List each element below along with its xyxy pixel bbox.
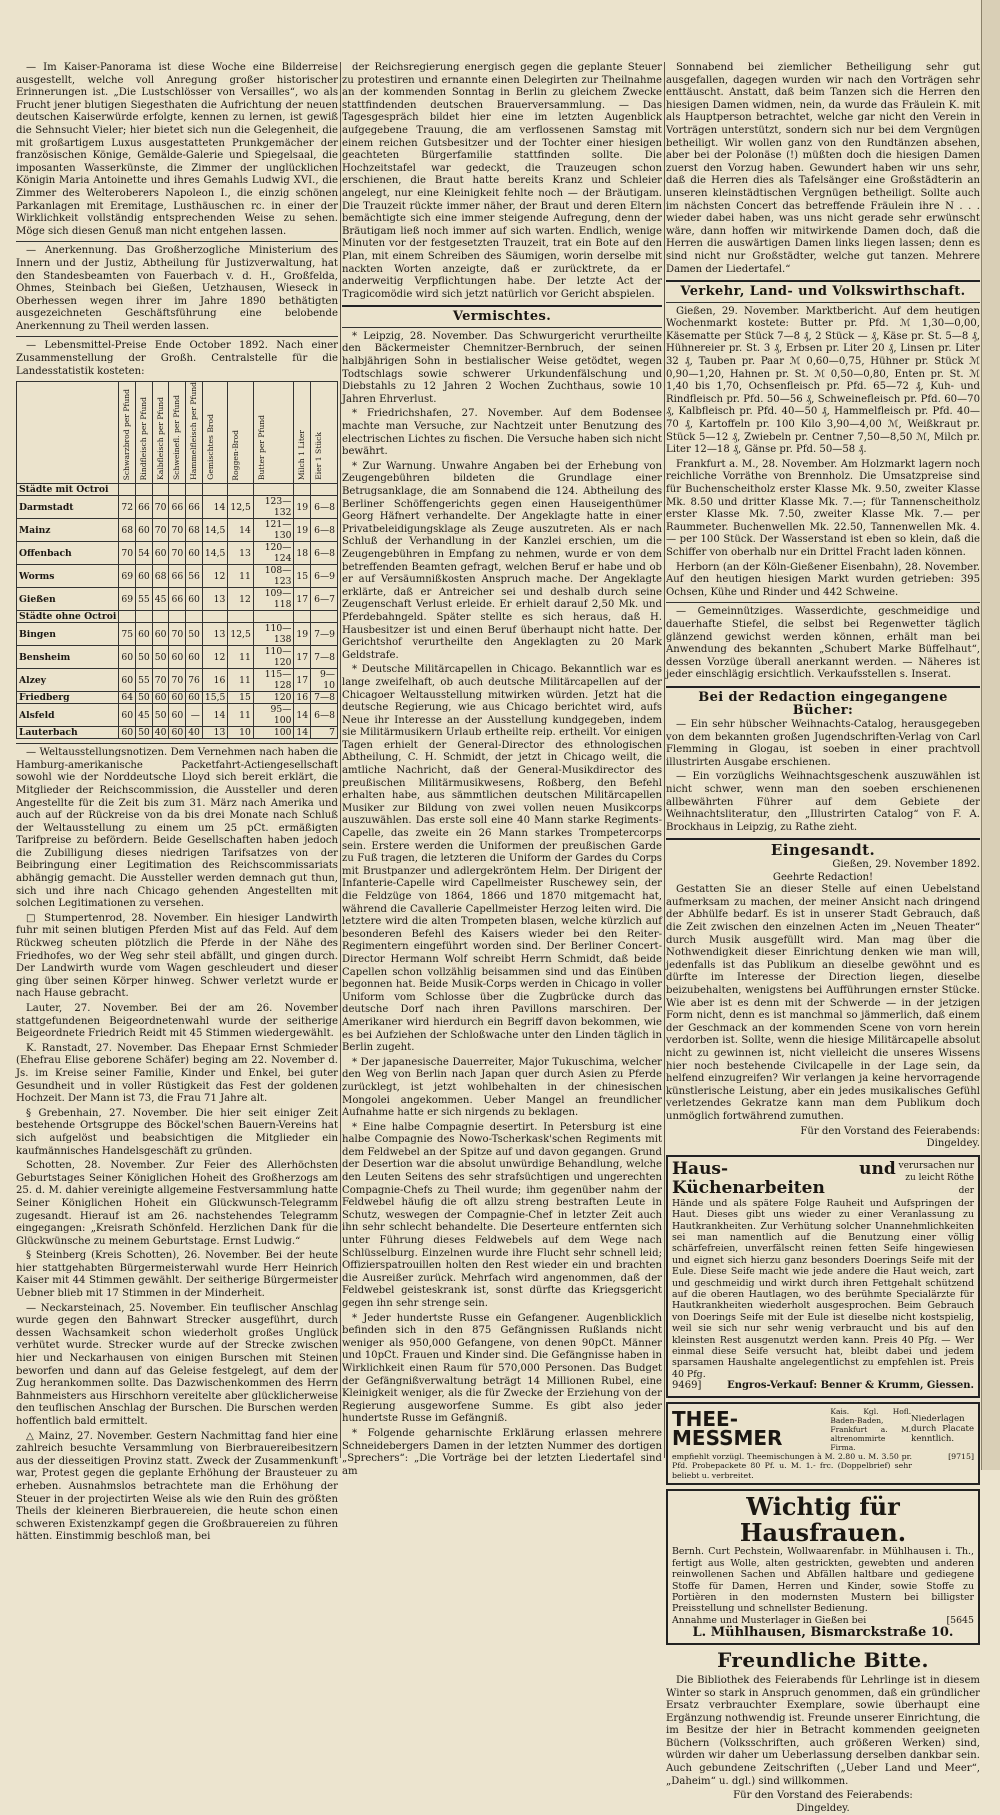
price-cell: 14 bbox=[228, 519, 253, 542]
table-row bbox=[17, 704, 338, 727]
ad-footer bbox=[672, 1452, 974, 1481]
price-cell: 13 bbox=[202, 727, 227, 739]
price-cell: 109—118 bbox=[253, 588, 294, 611]
price-cell: 60 bbox=[119, 704, 136, 727]
price-cell: 11 bbox=[228, 704, 253, 727]
price-cell-empty bbox=[119, 611, 136, 623]
divider bbox=[666, 280, 980, 282]
article-lauter: Lauter, 27. November. Bei der am 26. November stattgefundenen Beigeordnetenwahl wurde der seitherige Beigeordnete Friedrich Reidt mit 45 Stimmen wiedergewählt. bbox=[16, 1003, 338, 1040]
table-row bbox=[17, 669, 338, 692]
divider bbox=[666, 302, 980, 303]
price-cell-empty bbox=[311, 484, 338, 496]
price-cell-empty bbox=[202, 611, 227, 623]
price-cell: 11 bbox=[228, 565, 253, 588]
price-cell: 11 bbox=[228, 646, 253, 669]
ad-header bbox=[672, 1160, 974, 1198]
price-cell: 60 bbox=[136, 565, 153, 588]
divider bbox=[666, 686, 980, 688]
price-cell: 10 bbox=[228, 727, 253, 739]
section-heading-freundliche-bitte: Freundliche Bitte. bbox=[717, 1647, 929, 1672]
price-cell: 70 bbox=[119, 542, 136, 565]
price-cell: 19 bbox=[294, 519, 311, 542]
ad-small: empfiehlt vorzügl. Theemischungen à M. 2.80 u. M. 3.50 pr. Pfd. Probepackete 80 Pf. u. M. 1.- frc. (Doppelbrief) sehr beliebt u. verbreitet. bbox=[672, 1451, 912, 1480]
price-cell: 66 bbox=[169, 588, 186, 611]
price-cell: 70 bbox=[169, 669, 186, 692]
price-col-header: Milch 1 Liter bbox=[294, 382, 311, 484]
price-cell: 123—132 bbox=[253, 496, 294, 519]
article-militaercapellen: * Deutsche Militärcapellen in Chicago. Bekanntlich war es lange zweifelhaft, ob auch deutsche Militärcapellen auf der Chicagoer Weltausstellung mitwirken würden. Jetzt hat die deutsche Regierung, wie aus Chicago berichtet wird, aufs Neue ihr Interesse an der Ausstellung kundgegeben, indem sie Militärmusikern Urlaub ertheilte reip. ertheilt. Vor einigen Tagen erhielt der General-Director des ethnologischen Abtheilung, C. H. Schmidt, der jetzt in Chicago weilt, die amtliche Nachricht, daß der General-Musikdirector des preußischen Militärmusikwesens, Roßberg, den Befehl erhalten habe, aus sämmtlichen deutschen Militärcapellen Musiker zur Bildung von zwei vollen neuen Musikcorps auszuwählen. Das erste soll eine 40 Mann starke Regiments-Capelle, das zweite ein 26 Mann starkes Trompetercorps sein. Erstere werden die Uniformen der preußischen Garde zu Fuß tragen, die letzteren die Uniform der Gardes du Corps mit Brustpanzer und adlergekröntem Helm. Der Dirigent der Infanterie-Capelle wird Capellmeister Ruschewey sein, der die Feldzüge von 1864, 1866 und 1870 mitgemacht hat, während die Cavallerie Capellmeister Herzog leiten wird. Die letztere wird die alten Trompeten blasen, welche kürzlich auf besonderen Befehl des Kaisers wieder bei den Reiter-Regimentern eingeführt worden sind. Der Berliner Concert-Director Hermann Wolf schreibt Herrn Schmidt, daß beide Capellen schon vollzählig beisammen sind und das Einüben begonnen hat. Beide Musik-Corps werden in Chicago in voller Uniform vom Schlosse über die Zugbrücke durch das deutsche Dorf nach ihren Pavillons marschiren. Der Amerikaner wird hierdurch ein Begriff davon bekommen, wie es bei Aufziehen der Schloßwache unter den Linden täglich in Berlin zugeht. bbox=[342, 664, 662, 1054]
price-cell: 60 bbox=[119, 669, 136, 692]
price-col-header: Eier 1 Stück bbox=[311, 382, 338, 484]
price-cell: 60 bbox=[169, 646, 186, 669]
article-friedrichshafen: * Friedrichshafen, 27. November. Auf dem Bodensee machte man Versuche, zur Nachtzeit unter Benutzung des electrischen Lichtes zu fischen. Die Versuche haben sich nicht bewährt. bbox=[342, 408, 662, 458]
price-cell: 50 bbox=[152, 646, 169, 669]
section-heading-buecher: Bei der Redaction eingegangene Bücher: bbox=[698, 689, 948, 718]
article-grebenhain: § Grebenhain, 27. November. Die hier seit einiger Zeit bestehende Ortsgruppe des Böckel'schen Bauern-Vereins hat sich aufgelöst und beabsichtigen die Mitglieder ein kaufmännisches Handelsgeschäft zu gründen. bbox=[16, 1107, 338, 1157]
article-warnung: * Zur Warnung. Unwahre Angaben bei der Erhebung von Zeugengebühren bildeten die Grundlage einer Betrugsanklage, die am Sonnabend die 124. Abtheilung des Berliner Schöffengerichts gegen einen Hauseigenthümer Georg Häfnert verhandelte. Der Angeklagte hatte in einer Privatbeleidigungsklage als Zeuge auszutreten. Als er nach Schluß der Verhandlung in der Kanzlei erschien, um die Zeugengebühren in Empfang zu nehmen, wurde er von dem betreffenden Beamten gefragt, welchen Beruf er habe und ob er auf Versäumnißkosten Anspruch mache. Der Angeklagte erklärte, daß er Antreicher sei und deshalb durch seine Zeugenschaft Verlust erleide. Er erhielt darauf 2,50 Mk. und Pferdebahngeld. Später stellte es sich heraus, daß H. Hausbesitzer ist und einen Beruf überhaupt nicht hatte. Der Gerichtshof verurtheilte den Angeklagten zu 20 Mark Geldstrafe. bbox=[342, 460, 662, 661]
column-2 bbox=[342, 62, 662, 1477]
price-cell: — bbox=[186, 704, 203, 727]
article-mainz-cont: der Reichsregierung energisch gegen die geplante Steuer zu protestiren und ernannte einen Delegirten zur Theilnahme an der kommenden Sonntag in Berlin zu gleichem Zwecke stattfindenden deutschen Brauerversammlung. — Das Tagesgespräch bildet hier eine im letzten Augenblick aufgegebene Trauung, die am verflossenen Samstag mit einem reichen Gutsbesitzer und der Tochter einer hiesigen geachteten Bürgerfamilie stattfinden sollte. Die Hochzeitstafel war gedeckt, die Trauzeugen schon erschienen, die Braut hatte bereits Kranz und Schleier angelegt, nur eine Kleinigkeit fehlte noch — der Bräutigam. Die Trauzeit rückte immer näher, der Braut und deren Eltern bemächtigte sich eine immer steigende Aufregung, denn der Bräutigam ließ noch immer auf sich warten. Endlich, wenige Minuten vor der festgesetzten Trauzeit, trat ein Bote auf den Plan, mit einem Schreiben des Säumigen, worin derselbe mit nackten Worten anzeigte, daß er zurücktrete, da er anderweitig Verpflichtungen habe. Der letzte Act der Tragicomödie wird sich jetzt natürlich vor Gericht abspielen. bbox=[342, 62, 662, 300]
price-cell: 70 bbox=[152, 496, 169, 519]
section-heading-vermischtes: Vermischtes. bbox=[452, 309, 552, 325]
section-heading-verkehr: Verkehr, Land- und Volkswirthschaft. bbox=[680, 284, 966, 300]
price-cell: 16 bbox=[294, 692, 311, 704]
price-cell-empty bbox=[253, 484, 294, 496]
table-row bbox=[17, 727, 338, 739]
price-cell: 60 bbox=[186, 646, 203, 669]
letter-signature: Dingeldey. bbox=[926, 1138, 980, 1150]
price-cell: 64 bbox=[119, 692, 136, 704]
price-cell: 6—8 bbox=[311, 542, 338, 565]
price-cell: 72 bbox=[119, 496, 136, 519]
table-row bbox=[17, 542, 338, 565]
price-cell: 110—138 bbox=[253, 623, 294, 646]
price-cell: 45 bbox=[136, 704, 153, 727]
article-erklaerung: * Folgende geharnischte Erklärung erlassen mehrere Schneidebergers Damen in der letzten Nummer des dortigen „Sprechers“: „Die Vorträge bei der letzten Liedertafel sind am bbox=[342, 1427, 662, 1477]
ad-side: Niederlagen durch Placate kenntlich. bbox=[911, 1414, 974, 1445]
price-col-header: Butter per Pfund bbox=[253, 382, 294, 484]
column-rule bbox=[664, 62, 665, 1458]
table-row bbox=[17, 565, 338, 588]
price-cell: 14 bbox=[202, 704, 227, 727]
price-cell: 17 bbox=[294, 669, 311, 692]
dateline: Gießen, 29. November 1892. bbox=[832, 859, 980, 871]
price-cell-empty bbox=[186, 484, 203, 496]
divider bbox=[16, 743, 338, 744]
price-cell: 70 bbox=[169, 519, 186, 542]
article-weltausstellung: — Weltausstellungsnotizen. Dem Vernehmen nach haben die Hamburg-amerikanische Packetfahrt-Actiengesellschaft sowohl wie der Norddeutsche Lloyd sich bereit erklärt, die Mitglieder der Reichscommission, die Aussteller und deren Angestellte für die Zeit bis zum 31. März nach Amerika und auch auf der Rückreise von da bis drei Monate nach Schluß der Weltausstellung zu einem um 25 pCt. ermäßigten Tarifpreise zu befördern. Beide Gesellschaften haben jedoch die Zubilligung dieses niedrigen Tarifsatzes von der Beibringung einer Legitimation des Reichscommissariats abhängig gemacht. Die Aussteller werden demnach gut thun, sich und ihre nach Chicago gehenden Angestellten mit solchen Legitimationen zu versehen. bbox=[16, 747, 338, 910]
article-mainz: △ Mainz, 27. November. Gestern Nachmittag fand hier eine zahlreich besuchte Versammlung von Bierbrauereibesitzern aus der diesseitigen Provinz statt. Zweck der Zusammenkunft war, Protest gegen die geplante Erhöhung der Brausteuer zu erheben. Ausnahmslos betrachtete man die Erhöhung der Steuer in der projectirten Weise als wie den Ruin des größten Theils der kleineren Bierbrauereien, die heute schon einen schweren Existenzkampf gegen die Großbrauereien zu führen hätten. Einstimmig beschloß man, bei bbox=[16, 1430, 338, 1543]
price-cell: 69 bbox=[119, 588, 136, 611]
price-cell: 7 bbox=[311, 727, 338, 739]
divider bbox=[16, 241, 338, 242]
price-cell: 68 bbox=[119, 519, 136, 542]
price-col-header: Roggen-Brod bbox=[228, 382, 253, 484]
ad-vendor: Engros-Verkauf: Benner & Krumm, Giessen. bbox=[727, 1380, 974, 1392]
divider bbox=[666, 838, 980, 840]
price-cell: 100 bbox=[253, 727, 294, 739]
price-cell: 70 bbox=[169, 542, 186, 565]
price-cell-empty bbox=[228, 484, 253, 496]
price-cell: 17 bbox=[294, 588, 311, 611]
table-row bbox=[17, 519, 338, 542]
price-cell: 6—7 bbox=[311, 588, 338, 611]
article-bibliothek: Die Bibliothek des Feierabends für Lehrlinge ist in diesem Winter so stark in Anspruch genommen, daß ein gründlicher Ersatz verbrauchter Exemplare, sowie überhaupt eine Ergänzung nothwendig ist. Freunde unserer Einrichtung, die im Besitze der hier in Betracht kommenden geeigneten Büchern (Volksschriften, auch größeren Werken) sind, würden wir daher um Ueberlassung derselben dankbar sein. Auch gebundene Zeitschriften („Ueber Land und Meer“, „Daheim“ u. dgl.) sind willkommen. bbox=[666, 1674, 980, 1787]
price-cell: 60 bbox=[119, 646, 136, 669]
price-cell: 12,5 bbox=[228, 496, 253, 519]
price-cell: 19 bbox=[294, 623, 311, 646]
ad-number: [9715] bbox=[948, 1451, 974, 1461]
price-cell: 66 bbox=[169, 565, 186, 588]
article-gefangene: * Jeder hundertste Russe ein Gefangener. Augenblicklich befinden sich in den 875 Gefängnissen Rußlands nicht weniger als 950,000 Gefangene, von denen 90pCt. Männer und 10pCt. Frauen und Kinder sind. Die Gefängnisse haben in Wirklichkeit einen Raum für 570,000 Personen. Das Budget der Gefängnißverwaltung beträgt 14 Millionen Rubel, eine Kleinigkeit weniger, als die für Zwecke der Erziehung von der Regierung ausgeworfene Summe. Es gibt also jeder hundertste Russe im Gefängniß. bbox=[342, 1312, 662, 1425]
article-gemeinnuetziges: — Gemeinnütziges. Wasserdichte, geschmeidige und dauerhafte Stiefel, die selbst bei Regenwetter täglich glänzend gewichst werden können, erhält man bei Anwendung des bekannten „Schubert Marke Büffelhaut“, dessen Vorzüge überall anerkannt werden. — Näheres ist jeder einschlägig ersichtlich. Verkaufsstellen s. Inserat. bbox=[666, 606, 980, 681]
ad-footer bbox=[672, 1380, 974, 1393]
price-cell: 95—100 bbox=[253, 704, 294, 727]
section-heading-eingesandt: Eingesandt. bbox=[770, 841, 876, 860]
price-cell: 66 bbox=[169, 496, 186, 519]
price-cell: 115—128 bbox=[253, 669, 294, 692]
article-lebensmittelpreise: — Lebensmittel-Preise Ende October 1892. Nach einer Zusammenstellung der Großh. Centralstelle für die Landesstatistik kosteten: bbox=[16, 340, 338, 377]
article-compagnie: * Eine halbe Compagnie desertirt. In Petersburg ist eine halbe Compagnie des Nowo-Tscherkask'schen Regiments mit dem Feldwebel an der Spitze auf und davon gegangen. Grund der Desertion war die absolut unwürdige Behandlung, welche den Leuten Seitens des sehr strafsüchtigen und ungerechten Compagnie-Chefs zu Theil wurde; ihm gegenüber nahm der Feldwebel häufig die oft allzu streng bestraften Leute in Schutz, weswegen der Compagnie-Chef in letzter Zeit auch ihn sehr schlecht behandelte. Die Deserteure entfernten sich unter Führung dieses Feldwebels auf dem Wege nach Schlüsselburg. Einzelnen wurde ihre Flucht sehr schnell leid; Offizierspatrouillen holten den Rest wieder ein und brachten die Ausreißer zurück. Mehrfach wird angenommen, daß der Feldwebel geisteskrank ist, sonst dürfte das Kriegsgericht gegen ihn sehr strenge sein. bbox=[342, 1121, 662, 1309]
column-rule bbox=[340, 62, 341, 1458]
price-cell: 50 bbox=[136, 727, 153, 739]
ad-body: Bernh. Curt Pechstein, Wollwaarenfabr. in Mühlhausen i. Th., fertigt aus Wolle, alten gestrickten, gewebten und anderen reinwollenen Sachen und Abfällen haltbare und gediegene Stoffe für Damen, Herren und Kinder, sowie Stoffe zu Portièren in den modernsten Mustern bei billigster Preisstellung und schnellster Bedienung. bbox=[672, 1546, 974, 1615]
price-cell: 14 bbox=[202, 496, 227, 519]
price-cell: 60 bbox=[169, 692, 186, 704]
price-cell: 14,5 bbox=[202, 519, 227, 542]
article-anerkennung: — Anerkennung. Das Großherzogliche Ministerium des Innern und der Justiz, Abtheilung für Justizverwaltung, hat den Standesbeamten von Fauerbach v. d. H., Großfelda, Ohmes, Steinbach bei Gießen, Uetzhausen, Wieseck in Oberhessen wegen ihrer im Jahre 1890 bethätigten ausgezeichneten Geschäftsführung eine belobende Anerkennung zu Theil werden lassen. bbox=[16, 245, 338, 332]
price-table-header bbox=[17, 382, 338, 484]
price-cell: 15,5 bbox=[202, 692, 227, 704]
price-cell: 14 bbox=[294, 727, 311, 739]
price-cell-empty bbox=[253, 611, 294, 623]
divider bbox=[16, 336, 338, 337]
price-cell: 18 bbox=[294, 542, 311, 565]
price-cell: 66 bbox=[186, 496, 203, 519]
price-cell: 50 bbox=[152, 704, 169, 727]
price-table-city: Darmstadt bbox=[17, 496, 119, 519]
divider bbox=[342, 305, 662, 307]
price-cell: 9—10 bbox=[311, 669, 338, 692]
price-cell: 60 bbox=[186, 692, 203, 704]
price-table-city: Friedberg bbox=[17, 692, 119, 704]
price-cell: 13 bbox=[228, 542, 253, 565]
price-cell: 76 bbox=[186, 669, 203, 692]
price-table-city: Gießen bbox=[17, 588, 119, 611]
price-cell: 69 bbox=[119, 565, 136, 588]
price-cell-empty bbox=[136, 484, 153, 496]
ad-title: Wichtig für Hausfrauen. bbox=[739, 1492, 907, 1548]
price-cell-empty bbox=[311, 611, 338, 623]
price-cell: 60 bbox=[186, 588, 203, 611]
price-cell-empty bbox=[202, 484, 227, 496]
price-cell-empty bbox=[294, 611, 311, 623]
table-row bbox=[17, 496, 338, 519]
price-col-header: Schweinefl. per Pfund bbox=[169, 382, 186, 484]
bitte-signature: Dingeldey. bbox=[796, 1802, 850, 1814]
price-cell: 75 bbox=[119, 623, 136, 646]
price-table-city: Bingen bbox=[17, 623, 119, 646]
price-table-city: Worms bbox=[17, 565, 119, 588]
price-col-header: Hammelfleisch per Pfund bbox=[186, 382, 203, 484]
price-cell: 110—120 bbox=[253, 646, 294, 669]
article-erklaerung-cont: Sonnabend bei ziemlicher Betheiligung sehr gut ausgefallen, dagegen wurden wir nach den Vorträgen sehr enttäuscht. Anstatt, daß beim Tanzen sich die Herren den hiesigen Damen widmen, nein, da wurde das Fräulein K. mit als Hauptperson betrachtet, welche gar nicht den Verein in Vorträgen unterstützt, sondern sich nur bei dem Vergnügen betheiligt. Wir wollen ganz von den Rundtänzen absehen, aber bei der Polonäse (!) müßten doch die hiesigen Damen zuerst den Vorzug haben. Gewundert haben wir uns sehr, daß die Herren dies als Tafelsänger eine Großstädterin an unseren kleinstädtischen Vergnügen betheiligt. Sollte auch im nächsten Concert das betreffende Fräulein ihre N . . . wieder dabei haben, was uns nicht gerade sehr erwünscht wäre, dann hoffen wir mitwirkende Damen doch, daß die Herren die auswärtigen Damen links liegen lassen; denn es sind nicht nur Großstädter, welche gut tanzen. Mehrere Damen der Liedertafel.“ bbox=[666, 62, 980, 275]
price-cell: 50 bbox=[136, 646, 153, 669]
ad-pechstein bbox=[666, 1489, 980, 1645]
price-cell: 60 bbox=[136, 519, 153, 542]
ad-address: L. Mühlhausen, Bismarckstraße 10. bbox=[692, 1625, 954, 1641]
price-cell: 7—8 bbox=[311, 692, 338, 704]
price-cell: 54 bbox=[136, 542, 153, 565]
page-edge bbox=[981, 0, 1000, 1470]
price-cell: 68 bbox=[186, 519, 203, 542]
article-marktbericht-giessen: Gießen, 29. November. Marktbericht. Auf dem heutigen Wochenmarkt kostete: Butter pr. Pfd. ℳ 1,30—0,00, Käsematte per Stück 7—8 ₰, 2 Stück — ₰, Käse pr. St. 5—8 ₰, Hühnereier pr. St. 3 ₰, Erbsen pr. Liter 20 ₰, Linsen pr. Liter 32 ₰, Tauben pr. Paar ℳ 0,60—0,75, Hühner pr. Stück ℳ 0,90—1,20, Hahnen pr. St. ℳ 0,50—0,80, Enten pr. St. ℳ 1,40 bis 1,70, Ochsenfleisch pr. Pfd. 65—72 ₰, Kuh- und Rindfleisch pr. Pfd. 50—56 ₰, Schweinefleisch pr. Pfd. 60—70 ₰, Kalbfleisch pr. Pfd. 40—50 ₰, Hammelfleisch pr. Pfd. 40—70 ₰, Kartoffeln pr. 100 Kilo 3,90—4,00 ℳ, Weißkraut pr. Stück 5—12 ₰, Zwiebeln pr. Centner 7,50—8,50 ℳ, Milch pr. Liter 12—18 ₰, Gänse pr. Pfd. 50—58 ₰. bbox=[666, 305, 980, 456]
price-cell: 120—124 bbox=[253, 542, 294, 565]
price-cell: 60 bbox=[119, 727, 136, 739]
price-cell: 60 bbox=[152, 542, 169, 565]
price-cell: 11 bbox=[228, 669, 253, 692]
article-dauerreiter: * Der japanesische Dauerreiter, Major Tukuschima, welcher den Weg von Berlin nach Japan quer durch Asien zu Pferde zurücklegt, ist jetzt wohlbehalten in der chinesischen Mongolei angekommen. Ueber Mangel an freundlicher Aufnahme hatte er sich nirgends zu beklagen. bbox=[342, 1056, 662, 1119]
article-steinberg: § Steinberg (Kreis Schotten), 26. November. Bei der heute hier stattgehabten Bürgermeisterwahl wurde Herr Heinrich Kaiser mit 44 Stimmen gewählt. Der seitherige Bürgermeister Uebner blieb mit 17 Stimmen in der Minderheit. bbox=[16, 1250, 338, 1300]
article-schotten: Schotten, 28. November. Zur Feier des Allerhöchsten Geburtstages Seiner Königlichen Hoheit des Großherzogs am 25. d. M. dahier vereinigte allgemeine Festversammlung hatte Seiner Königlichen Hoheit ein Glückwunsch-Telegramm zugesandt. Hierauf ist am 26. nachstehendes Telegramm eingegangen: „Kreisrath Schönfeld. Herzlichen Dank für die Glückwünsche zu meinem Geburtstage. Ernst Ludwig.“ bbox=[16, 1160, 338, 1247]
price-cell: 40 bbox=[186, 727, 203, 739]
price-col-header: Schwarzbrod per Pfund bbox=[119, 382, 136, 484]
price-cell: 15 bbox=[294, 565, 311, 588]
table-row bbox=[17, 646, 338, 669]
table-row bbox=[17, 588, 338, 611]
article-herborn: Herborn (an der Köln-Gießener Eisenbahn), 28. November. Auf den heutigen hiesigen Markt wurden getrieben: 395 Ochsen, Kühe und Rinder und 442 Schweine. bbox=[666, 561, 980, 598]
price-cell: 13 bbox=[202, 623, 227, 646]
salutation: Geehrte Redaction! bbox=[772, 871, 874, 883]
price-table-group-label: Städte mit Octroi bbox=[17, 484, 119, 496]
price-cell: 6—8 bbox=[311, 704, 338, 727]
price-cell: 19 bbox=[294, 496, 311, 519]
price-cell: 6—8 bbox=[311, 496, 338, 519]
price-cell: 6—9 bbox=[311, 565, 338, 588]
price-cell: 40 bbox=[152, 727, 169, 739]
article-kaiser-panorama: — Im Kaiser-Panorama ist diese Woche eine Bilderreise ausgestellt, welche voll Anregung großer historischer Erinnerungen ist. „Die Lustschlösser von Versailles“, wo als Frucht jener blutigen Siegesthaten die Aufrichtung der neuen deutschen Kaiserwürde erfolgte, kennen zu lernen, ist gewiß die Sehnsucht Vieler; hier bietet sich nun die Gelegenheit, die mit großartigem Luxus ausgestatteten Prunkgemächer der französischen Könige, Gemälde-Galerie und Spiegelsaal, die imposanten Wasserkünste, die Zimmer der unglücklichen Königin Maria Antoinette und ihres Gemahls Ludwig XVI., die Zimmer des Welteroberers Napoleon I., die einzig schönen Parkanlagen mit Eremitage, Lusthäuschen rc. in einer der Wirklichkeit vollständig entsprechenden Weise zu sehen. Möge sich diesen Genuß man nicht entgehen lassen. bbox=[16, 62, 338, 237]
price-cell: 14,5 bbox=[202, 542, 227, 565]
ad-number: 9469] bbox=[672, 1380, 702, 1392]
price-cell-empty bbox=[119, 484, 136, 496]
divider bbox=[342, 327, 662, 328]
price-cell: 70 bbox=[152, 519, 169, 542]
ad-body: Hände und als spätere Folge Rauheit und Aufspringen der Haut. Dieses gibt uns wieder zu einer Veranlassung zu Hautkrankheiten. Zur Verhütung solcher Unannehmlichkeiten sei man namentlich auf die Benutzung einer völlig schärfefreien, unverfälscht reinen fetten Seife hingewiesen und eignet sich hierzu ganz besonders Doerings Seife mit der Eule. Diese Seife macht wie jede andere die Haut weich, zart und geschmeidig und wirkt durch ihren Fettgehalt schützend auf die oberen Hautlagen, wo des berühmte Specialärzte für Hautkrankheiten wiederholt ausgesprochen. Beim Gebrauch von Doerings Seife mit der Eule ist dieselbe nicht kostspielig, weil sie sich nur sehr wenig verbraucht und bis auf den kleinsten Rest ausgenutzt werden kann. Preis 40 Pfg. — Wer einmal diese Seife versucht hat, bleibt dabei und jedem sparsamen Haushalte angelegentlichst zu empfehlen ist. Preis 40 Pfg. bbox=[672, 1197, 974, 1380]
price-cell: 60 bbox=[169, 727, 186, 739]
price-cell: 66 bbox=[136, 496, 153, 519]
price-cell-empty bbox=[169, 484, 186, 496]
price-cell: 60 bbox=[152, 623, 169, 646]
article-leipzig: * Leipzig, 28. November. Das Schwurgericht verurtheilte den Bäckermeister Chemnitzer-Bernbruch, der seinen halbjährigen Sohn in bestialischer Weise getödtet, wegen Todtschlags sowie schwerer Urkundenfälschung und Diebstahls zu 12 Jahren 2 Wochen Zuchthaus, sowie 10 Jahren Ehrverlust. bbox=[342, 330, 662, 405]
price-cell: 60 bbox=[136, 623, 153, 646]
price-cell-empty bbox=[294, 484, 311, 496]
price-cell: 50 bbox=[186, 623, 203, 646]
table-row bbox=[17, 623, 338, 646]
price-cell: 55 bbox=[136, 588, 153, 611]
price-cell: 56 bbox=[186, 565, 203, 588]
bitte-closing: Für den Vorstand des Feierabends: bbox=[733, 1790, 913, 1802]
price-cell-empty bbox=[186, 611, 203, 623]
article-brockhaus: — Ein vorzüglichs Weihnachtsgeschenk auszuwählen ist nicht schwer, wenn man den soeben erschienenen allbewährten Führer auf dem Gebiete der Weihnachtsliteratur, den „Illustrirten Catalog“ von F. A. Brockhaus in Leipzig, zu Rathe zieht. bbox=[666, 771, 980, 833]
price-cell: 121—130 bbox=[253, 519, 294, 542]
price-cell: 13 bbox=[202, 588, 227, 611]
article-weihnachts-catalog: — Ein sehr hübscher Weihnachts-Catalog, herausgegeben von dem bekannten großen Jugendschriften-Verlag von Carl Flemming in Glogau, ist soeben in einer prachtvoll illustrirten Ausgabe erschienen. bbox=[666, 719, 980, 768]
letter-body: Gestatten Sie an dieser Stelle auf einen Uebelstand aufmerksam zu machen, der meiner Ansicht nach dringend der Abhülfe bedarf. Es ist in unserer Stadt Gebrauch, daß die Zeit zwischen den einzelnen Acten im „Neuen Theater“ durch Musik ausgefüllt wird. Man mag über die Nothwendigkeit dieser Einrichtung denken wie man will, jedenfalls ist das Publikum an dieselbe gewöhnt und es dürfte im Interesse der Direction liegen, dieselbe beizubehalten, wenigstens bei Aufführungen ernster Stücke. Wie aber ist es denn mit der Schwerde — in der jetzigen Form nicht, denn es ist manchmal so jämmerlich, daß einem der Geschmack an der kommenden Scene von vorn herein verdorben ist. Sollte, wenn die hiesige Militärcapelle absolut nicht zu gewinnen ist, nicht vielleicht die unseres Wissens hier noch bestehende Civilcapelle in der Lage sein, da helfend einzugreifen? Wir verlangen ja keine hervorragende künstlerische Leistung, aber ein jedes musikalisches Gefühl verletzendes Gekratze kann man dem Publikum doch unmöglich fortwährend zumuthen. bbox=[666, 884, 980, 1122]
ad-title: Haus- und Küchenarbeiten bbox=[672, 1158, 896, 1198]
price-cell: 14 bbox=[294, 704, 311, 727]
price-table-city: Alsfeld bbox=[17, 704, 119, 727]
price-cell-empty bbox=[169, 611, 186, 623]
price-table-city: Bensheim bbox=[17, 646, 119, 669]
price-table-city: Mainz bbox=[17, 519, 119, 542]
price-cell: 7—9 bbox=[311, 623, 338, 646]
ad-number: [5645 bbox=[946, 1614, 974, 1626]
letter-closing: Für den Vorstand des Feierabends: bbox=[800, 1125, 980, 1137]
ad-annahme: Annahme und Musterlager in Gießen bei bbox=[672, 1614, 867, 1626]
ad-thee-messmer bbox=[666, 1402, 980, 1486]
price-cell: 68 bbox=[152, 565, 169, 588]
price-cell-empty bbox=[152, 484, 169, 496]
price-table-group-row bbox=[17, 611, 338, 623]
price-table-group-label: Städte ohne Octroi bbox=[17, 611, 119, 623]
price-cell: 12 bbox=[202, 565, 227, 588]
divider bbox=[666, 602, 980, 603]
price-cell: 108—123 bbox=[253, 565, 294, 588]
price-table-city: Offenbach bbox=[17, 542, 119, 565]
price-table bbox=[16, 381, 338, 739]
price-cell: 12 bbox=[202, 646, 227, 669]
price-cell: 60 bbox=[169, 704, 186, 727]
article-ranstadt: K. Ranstadt, 27. November. Das Ehepaar Ernst Schmieder (Ehefrau Elise geborene Schäfer) beging am 22. November d. Js. im Kreise seiner Familie, Kinder und Enkel, bei guter Gesundheit und in voller Rüstigkeit das Fest der goldenen Hochzeit. Der Mann ist 73, die Frau 71 Jahre alt. bbox=[16, 1042, 338, 1105]
price-table-city: Lauterbach bbox=[17, 727, 119, 739]
price-table-city: Alzey bbox=[17, 669, 119, 692]
price-cell: 50 bbox=[136, 692, 153, 704]
price-cell: 12,5 bbox=[228, 623, 253, 646]
article-neckarsteinach: — Neckarsteinach, 25. November. Ein teuflischer Anschlag wurde gegen den Bahnwart Strecker ausgeführt, durch dessen Wachsamkeit schon wiederholt großes Unglück verhütet wurde. Strecker wurde auf der Strecke zwischen hier und Neckarhausen von einigen Burschen mit Steinen beworfen und dann auf das Geleise festgelegt, auf dem der Zug herankommen sollte. Das Dazwischenkommen des Herrn Bahnmeisters aus Hirschhorn vereitelte aber glücklicherweise den teuflischen Anschlag der Burschen. Die Burschen werden hoffentlich bald ermittelt. bbox=[16, 1302, 338, 1428]
price-cell: 15 bbox=[228, 692, 253, 704]
price-cell: 6—8 bbox=[311, 519, 338, 542]
price-table-group-row bbox=[17, 484, 338, 496]
price-cell: 120 bbox=[253, 692, 294, 704]
column-3 bbox=[666, 62, 980, 1814]
price-cell: 12 bbox=[228, 588, 253, 611]
ad-title: THEE-MESSMER bbox=[672, 1407, 783, 1451]
price-cell: 16 bbox=[202, 669, 227, 692]
table-row bbox=[17, 692, 338, 704]
price-cell: 70 bbox=[152, 669, 169, 692]
price-cell: 17 bbox=[294, 646, 311, 669]
price-cell: 60 bbox=[186, 542, 203, 565]
ad-header bbox=[672, 1407, 974, 1452]
ad-subtitle: verursachen nur zu leicht Röthe der bbox=[898, 1160, 974, 1196]
price-cell: 70 bbox=[169, 623, 186, 646]
price-cell-empty bbox=[152, 611, 169, 623]
price-cell: 7—8 bbox=[311, 646, 338, 669]
price-col-header: Kalbfleisch per Pfund bbox=[152, 382, 169, 484]
price-col-header: Rindfleisch per Pfund bbox=[136, 382, 153, 484]
column-1 bbox=[16, 62, 338, 1543]
price-col-header: Gemischtes Brod bbox=[202, 382, 227, 484]
price-cell-empty bbox=[136, 611, 153, 623]
price-cell: 45 bbox=[152, 588, 169, 611]
article-holzmarkt-frankfurt: Frankfurt a. M., 28. November. Am Holzmarkt lagern noch reichliche Vorräthe von Brennholz. Die Umsatzpreise sind für Buchenscheitholz erster Klasse Mk. 9.50, zweiter Klasse Mk. 8.50 und dritter Klasse Mk. 7.—; für Tannenscheitholz erster Klasse Mk. 7.50, zweiter Klasse Mk. 7.— per Raummeter. Buchenwellen Mk. 22.50, Tannenwellen Mk. 4.— per 100 Stück. Der Wasserstand ist eben so klein, daß die Schiffer von oberhalb nur ein Drittel Fracht laden können. bbox=[666, 458, 980, 558]
ad-info: Kais. Kgl. Hofl. Baden-Baden, Frankfurt a. M. altrenommirte Firma. bbox=[830, 1406, 912, 1452]
price-cell: 60 bbox=[152, 692, 169, 704]
price-cell: 55 bbox=[136, 669, 153, 692]
article-stumpertenrod: □ Stumpertenrod, 28. November. Ein hiesiger Landwirth fuhr mit seinen blutigen Pferden Mist auf das Feld. Auf dem Rückweg scheuten plötzlich die Pferde in der Nähe des Friedhofes, wo der Weg sehr steil abfällt, und gingen durch. Der Landwirth wurde vom Wagen geschleudert und dieser ging über seinen Körper hinweg. Schwer verletzt wurde er nach Hause gebracht. bbox=[16, 912, 338, 1000]
ad-doerings-seife bbox=[666, 1155, 980, 1398]
price-cell-empty bbox=[228, 611, 253, 623]
price-table-corner bbox=[17, 382, 119, 484]
